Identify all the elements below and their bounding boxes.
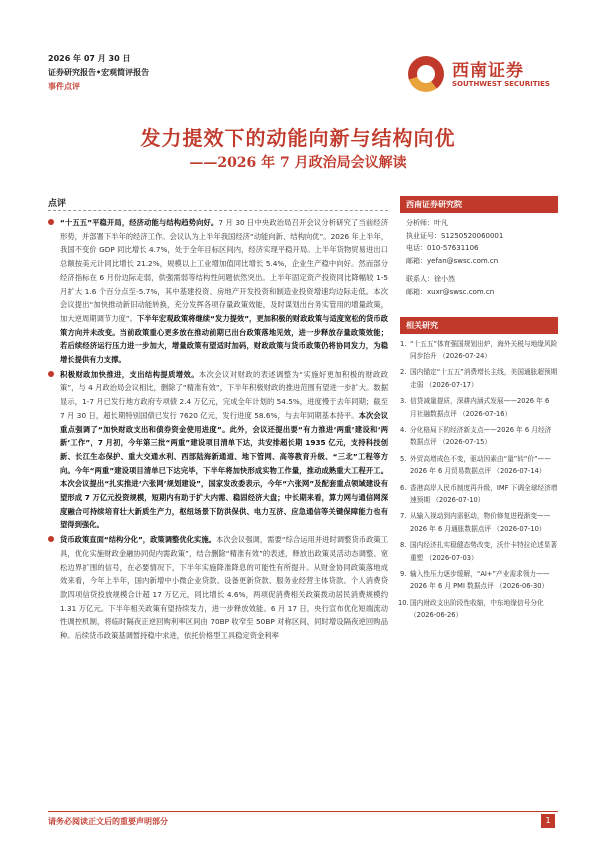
related-item[interactable]: 10. 国内财政支出阶段性收缩，中东地缘信号分化 （2026-06-26） bbox=[398, 598, 544, 620]
main-body bbox=[48, 216, 388, 644]
report-subtype: 事件点评 bbox=[48, 82, 80, 91]
contact-name: 联系人：徐小然 bbox=[406, 275, 455, 284]
related-item[interactable]: 4. 分化格局下的经济新支点——2026 年 6 月经济数据点评 （2026-07-15） bbox=[400, 426, 552, 447]
contact-email[interactable]: 邮箱：xuxr@swsc.com.cn bbox=[406, 287, 495, 296]
related-item[interactable]: 1. “十五五”体育强国规划出炉，海外关税与地缘风险同步抬升 （2026-07-24） bbox=[400, 339, 558, 360]
paragraph-1-lead: “十五五”平稳开局，经济动能与结构趋势向好。 bbox=[60, 218, 219, 227]
related-item[interactable]: 5. 外贸高增成色不变，驱动因素由“量”转“价”——2026 年 6 月贸易数据点评 （2026-07-14） bbox=[400, 454, 551, 476]
report-subtitle: ——2026 年 7 月政治局会议解读 bbox=[189, 155, 407, 171]
paragraph-3 bbox=[48, 533, 388, 643]
report-date: 2026 年 07 月 30 日 bbox=[48, 54, 131, 63]
related-item[interactable]: 2. 国内锚定“十五五”消费增长主线，美国通胀超预期走弱 （2026-07-17） bbox=[400, 368, 558, 389]
analyst-phone: 电话：010-57631106 bbox=[406, 244, 479, 253]
footer-disclaimer: 请务必阅读正文后的重要声明部分 bbox=[48, 817, 168, 826]
bullet-icon bbox=[48, 536, 54, 542]
paragraph-2-text: 本次会议对财政的表述调整为“实施好更加积极的财政政策”，与 4 月政治局会议相比，删除了“精准有效”，下半年积极财政的推进范围有望进一步扩大。数据显示，1-7 月已发行地方政府专项债 2.4 万亿元，完成全年计划的 54.5%，进度慢于去年同期；截至 7 月 30 日，超长期特别国债已发行 7620 亿元，发行进度 58.6%，与去年同期基本持平。 bbox=[60, 369, 388, 420]
related-research-list bbox=[400, 334, 558, 622]
company-logo bbox=[408, 56, 558, 94]
paragraph-2-tail: 本次会议重点强调了“加快财政支出和债券资金使用进度”。此外，会议还提出要“有力推进‘两重’建设和‘两新’工作”，7 月初，今年第三批“两重”建设项目清单下达，共安排超长期 1935 亿元，支持科技创新、长江生态保护、重大交通水利、西部陆海新通道、地下管网、高等教育升级、“三北”工程等方向。今年“两重”建设项目清单已下达完毕，下半年将加快形成实物工作量，推动成熟重大工程开工。本次会议提出“扎实推进‘六张网’规划建设”，国家发改委表示，今年“六张网”及配套重点领域建设有望形成 7 万亿元投资规模，短期内有助于扩大内需、稳固经济大盘；中长期来看，算力网与通信网深度融合可持续培育壮大新质生产力，枢纽场景下防洪保供、电力互济、应急通信等关键保障能力也有望得到强化。 bbox=[60, 410, 389, 530]
sidebar-org-title: 西南证券研究院 bbox=[400, 196, 558, 213]
related-item[interactable]: 3. 信贷减量提质，深耕内涵式发展——2026 年 6 月社融数据点评 （2026-07-16） bbox=[400, 397, 550, 418]
sidebar bbox=[400, 196, 558, 626]
section-divider bbox=[48, 210, 388, 211]
paragraph-1 bbox=[48, 216, 388, 367]
bullet-icon bbox=[48, 219, 54, 225]
paragraph-1-tail: 下半年宏观政策将继续“发力提效”，更加积极的财政政策与适度宽松的货币政策方向并未改变。当前政策重心更多放在推动前期已出台政策落地见效，进一步释放存量政策效能；若后续经济运行压力进一步加大，增量政策有望适时加码，财政政策与货币政策仍将协同发力，为稳增长提供有力支撑。 bbox=[60, 313, 389, 365]
analyst-email[interactable]: 邮箱：yefan@swsc.com.cn bbox=[406, 256, 499, 265]
logo-text-en: SOUTHWEST SECURITIES bbox=[452, 80, 550, 88]
related-item[interactable]: 8. 国内经济扎实稳健态势改变，沃什卡特拉论述显著重塑 （2026-07-03） bbox=[400, 541, 558, 562]
related-item[interactable]: 9. 输入性压力逐步缓解，“AI+”产业需求领力——2026 年 6 月 PMI 数据点评 （2026-06-30） bbox=[400, 570, 550, 591]
report-header bbox=[48, 52, 149, 94]
paragraph-3-lead: 货币政策直面“结构分化”，政策调整优化实施。 bbox=[60, 535, 216, 545]
analyst-info bbox=[400, 213, 558, 303]
page-number: 1 bbox=[541, 814, 555, 828]
related-research-title: 相关研究 bbox=[400, 317, 558, 334]
related-item[interactable]: 7. 从输入视动到内需驱动，物价修复进程渐变——2026 年 6 月通胀数据点评 （2026-07-10） bbox=[400, 512, 551, 533]
report-title: 发力提效下的动能向新与结构向优 bbox=[140, 126, 456, 150]
footer-divider bbox=[48, 811, 558, 812]
report-category: 证券研究报告•宏观简评报告 bbox=[48, 68, 150, 77]
paragraph-2-lead: 积极财政加快推进，支出结构提质增效。 bbox=[60, 369, 199, 379]
analyst-name: 分析师：叶凡 bbox=[406, 219, 448, 227]
analyst-license: 执业证号：S1250520060001 bbox=[406, 231, 504, 240]
logo-text-cn: 西南证券 bbox=[452, 61, 524, 81]
paragraph-1-text: 7 月 30 日中央政治局召开会议分析研究了当前经济形势，并部署下半年的经济工作。会议认为上半年我国经济“动能向新、结构向优”。2026 年上半年，我国不变价 GDP 同比增长 4.7%，处于全年目标区间内，经济实现平稳开局。上半年货物贸易进出口总额按美元计同比增长 21.2%，规模以上工业增加值同比增长 5.4%，企业生产稳中向好。然而部分经济指标在 6 月份边际走弱，供强需弱等结构性问题依然突出。上半年固定资产投资同比降幅较 1-5 月扩大 1.6 个百分点至-5.7%，其中基建投资、房地产开发投资和制造业投资增速均边际走低。本次会议提出“加快推动新旧动能转换，充分发挥各项存量政策效能，及时谋划出台务实管用的增量政策，加大逆周期调节力度”。 bbox=[60, 218, 389, 323]
paragraph-2 bbox=[48, 368, 388, 532]
section-heading: 点评 bbox=[48, 199, 67, 209]
paragraph-3-text: 本次会议强调，需要“综合运用并进时调整货币政策工具，优化实施财政金融协同促内需政策”，结合删除“精准有效”的表述，释放出政策灵活动态调整、宽松边界扩围的信号，在必要情况下，下半年实施降准降息的可能性有所提升。从财金协同政策落地成效来看，今年上半年，国内新增中小微企业贷款、设备更新贷款、服务业经营主体贷款、个人消费贷款四项信贷投放规模合计超 17 万亿元，同比增长 4.6%，两项促消费相关政策拨动居民消费规模约 1.31 万亿元。下半年相关政策有望持续发力，进一步释放效能。6 月 17 日，央行宣布优化短端流动性调控机制，将临时隔夜正逆回购利率区间由 70BP 收窄至 50BP 对称区间，同时增设隔夜逆回购品种。后续货币政策基调暂持稳中求进，依托价格型工具稳定资金利率 bbox=[60, 535, 388, 641]
bullet-icon bbox=[48, 371, 54, 377]
logo-mark-icon bbox=[408, 56, 444, 92]
related-item[interactable]: 6. 香港高岸人民币制度再升级，IMF 下调全球经济增速预期 （2026-07-10） bbox=[400, 483, 558, 505]
